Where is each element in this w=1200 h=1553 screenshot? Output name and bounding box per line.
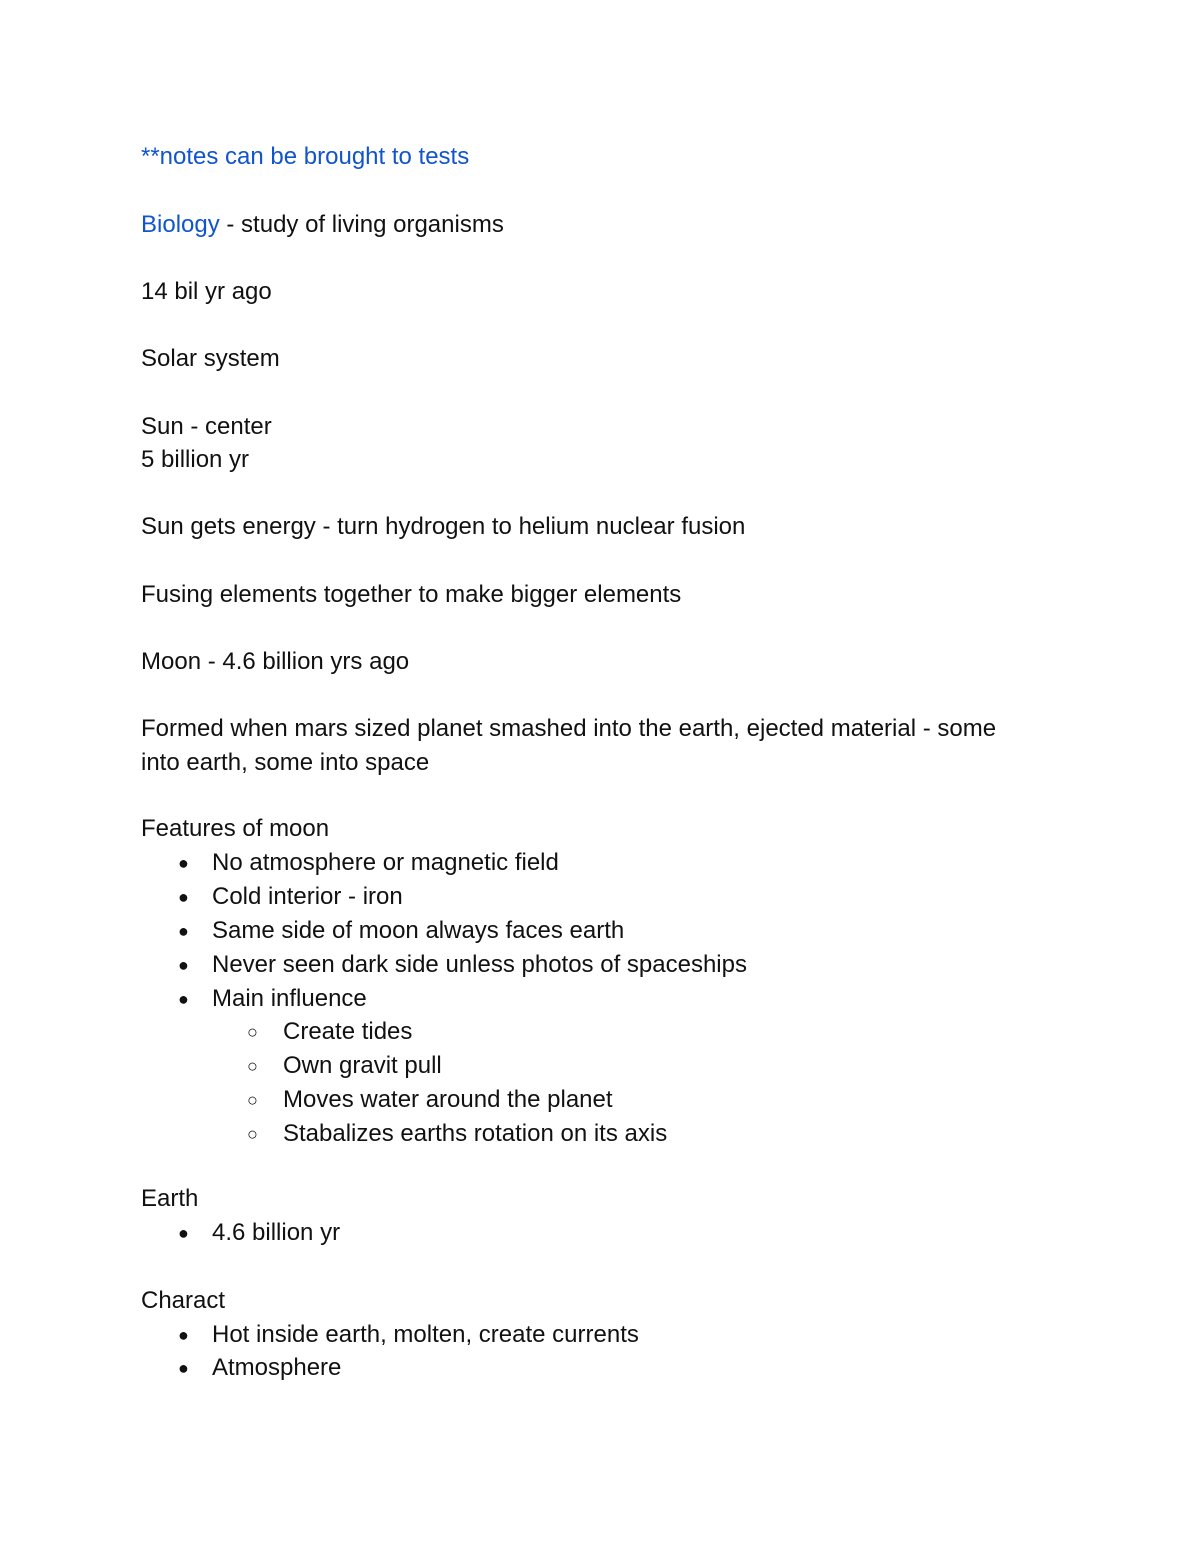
moon-formed-line-2: into earth, some into space bbox=[141, 749, 430, 776]
list-item bbox=[178, 880, 403, 914]
list-item-text: 4.6 billion yr bbox=[212, 1219, 341, 1246]
sub-list-item bbox=[247, 1049, 442, 1083]
biology-term: Biology bbox=[141, 211, 220, 238]
fusing-line: Fusing elements together to make bigger elements bbox=[141, 581, 682, 608]
list-item bbox=[178, 1318, 639, 1352]
list-item bbox=[178, 846, 559, 880]
sub-list-item-text: Moves water around the planet bbox=[283, 1086, 613, 1113]
list-item-text: Same side of moon always faces earth bbox=[212, 917, 625, 944]
earth-heading: Earth bbox=[141, 1185, 199, 1212]
charact-heading: Charact bbox=[141, 1287, 226, 1314]
list-item-text: Main influence bbox=[212, 985, 367, 1012]
list-item bbox=[178, 914, 624, 948]
bullet-filled-icon: ● bbox=[178, 1325, 189, 1345]
sub-list-item bbox=[247, 1015, 412, 1049]
moon-age-line: Moon - 4.6 billion yrs ago bbox=[141, 648, 410, 675]
list-item-text: No atmosphere or magnetic field bbox=[212, 849, 559, 876]
moon-formed-line-1: Formed when mars sized planet smashed into the earth, ejected material - some bbox=[141, 715, 997, 742]
bullet-filled-icon: ● bbox=[178, 989, 189, 1009]
list-item bbox=[178, 1351, 341, 1385]
bullet-filled-icon: ● bbox=[178, 1223, 189, 1243]
note-header: **notes can be brought to tests bbox=[141, 143, 470, 170]
sun-energy-line: Sun gets energy - turn hydrogen to helium nuclear fusion bbox=[141, 513, 746, 540]
sub-list-item bbox=[247, 1083, 613, 1117]
sub-list-item-text: Own gravit pull bbox=[283, 1052, 442, 1079]
sun-age-line: 5 billion yr bbox=[141, 446, 250, 473]
features-heading: Features of moon bbox=[141, 815, 330, 842]
sub-list-item-text: Create tides bbox=[283, 1018, 413, 1045]
bullet-filled-icon: ● bbox=[178, 887, 189, 907]
age-universe-line: 14 bil yr ago bbox=[141, 278, 272, 305]
list-item-text: Hot inside earth, molten, create currents bbox=[212, 1321, 639, 1348]
sub-list-item bbox=[247, 1117, 667, 1151]
biology-definition bbox=[141, 208, 504, 242]
bullet-hollow-icon: ○ bbox=[247, 1056, 258, 1076]
sub-list-item-text: Stabalizes earths rotation on its axis bbox=[283, 1120, 668, 1147]
bullet-filled-icon: ● bbox=[178, 955, 189, 975]
list-item-text: Never seen dark side unless photos of spaceships bbox=[212, 951, 747, 978]
bullet-filled-icon: ● bbox=[178, 853, 189, 873]
list-item-text: Cold interior - iron bbox=[212, 883, 403, 910]
biology-definition-text: - study of living organisms bbox=[219, 211, 504, 238]
list-item bbox=[178, 948, 747, 982]
list-item bbox=[178, 982, 367, 1016]
bullet-filled-icon: ● bbox=[178, 921, 189, 941]
bullet-hollow-icon: ○ bbox=[247, 1124, 258, 1144]
sun-center-line: Sun - center bbox=[141, 413, 272, 440]
solar-system-line: Solar system bbox=[141, 345, 280, 372]
bullet-filled-icon: ● bbox=[178, 1358, 189, 1378]
bullet-hollow-icon: ○ bbox=[247, 1022, 258, 1042]
list-item-text: Atmosphere bbox=[212, 1354, 342, 1381]
bullet-hollow-icon: ○ bbox=[247, 1090, 258, 1110]
list-item bbox=[178, 1216, 340, 1250]
